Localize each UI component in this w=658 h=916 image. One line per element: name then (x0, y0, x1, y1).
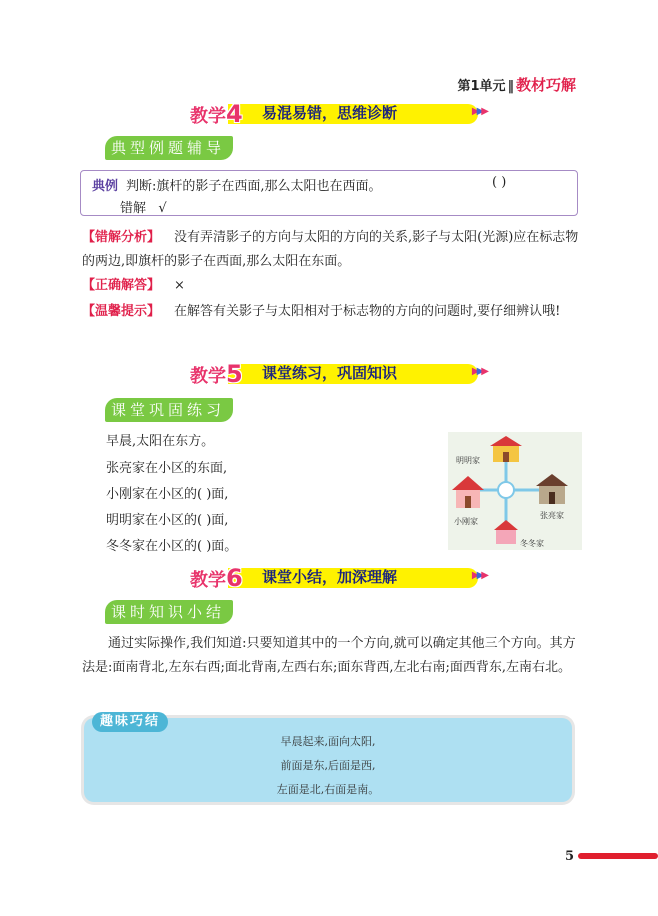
label-south: 冬冬家 (520, 539, 544, 548)
arrows-icon: ▶▶▶ (471, 570, 486, 581)
warm-tip-tag: 【温馨提示】 (82, 304, 161, 319)
error-analysis (82, 226, 582, 274)
subhead-typical-examples: 典型例题辅导 (105, 136, 233, 160)
subhead-lesson-summary: 课时知识小结 (105, 600, 233, 624)
label-east: 张亮家 (540, 511, 564, 520)
arrows-icon: ▶▶▶ (471, 106, 486, 117)
arrows-icon: ▶▶▶ (471, 366, 486, 377)
correct-answer-mark: × (174, 278, 185, 293)
banner-title: 课堂小结，加深理解 (262, 568, 398, 586)
example-question: 判断:旗杆的影子在西面,那么太阳也在西面。 (126, 179, 382, 194)
label-north: 明明家 (456, 456, 480, 465)
practice-line: 小刚家在小区的( )面, (106, 487, 229, 502)
error-analysis-tag: 【错解分析】 (82, 230, 161, 245)
section-banner-4 (190, 100, 486, 128)
warm-tip (82, 300, 582, 324)
correct-answer-tag: 【正确解答】 (82, 278, 161, 293)
error-analysis-text: 没有弄清影子的方向与太阳的方向的关系,影子与太阳(光源)应在标志物的两边,即旗杆的影子在西面,那么太阳在东面。 (82, 230, 579, 269)
practice-line: 早晨,太阳在东方。 (106, 434, 215, 449)
house-east-icon (536, 474, 568, 504)
banner-lead: 教学5 (190, 360, 243, 388)
label-west: 小刚家 (454, 517, 478, 526)
compass-cross-icon (448, 432, 582, 550)
practice-line: 张亮家在小区的东面, (106, 461, 228, 476)
answer-parentheses: ( ) (492, 175, 507, 190)
banner-title: 易混易错，思维诊断 (262, 104, 398, 122)
fun-line: 早晨起来,面向太阳, (280, 735, 376, 748)
header-separator: ‖ (507, 79, 514, 94)
banner-title: 课堂练习，巩固知识 (262, 364, 398, 382)
running-header (457, 74, 576, 95)
correct-answer (82, 274, 582, 298)
house-north-icon (490, 436, 522, 462)
practice-line: 明明家在小区的( )面, (106, 513, 229, 528)
unit-label: 第1单元 (457, 79, 506, 94)
wrong-answer-label: 错解 (120, 201, 147, 216)
fun-summary-tag: 趣味巧结 (92, 712, 168, 732)
example-question-line (92, 175, 382, 194)
fun-line: 左面是北,右面是南。 (276, 783, 380, 796)
section-label: 教材巧解 (515, 76, 576, 94)
practice-line: 冬冬家在小区的( )面。 (106, 539, 238, 554)
section-banner-5 (190, 360, 486, 388)
section-banner-6 (190, 564, 486, 592)
fun-line: 前面是东,后面是西, (280, 759, 376, 772)
page-number: 5 (565, 849, 575, 864)
subhead-class-practice: 课堂巩固练习 (105, 398, 233, 422)
house-south-icon (494, 520, 518, 544)
wrong-answer-mark: √ (158, 201, 167, 216)
banner-lead: 教学4 (190, 100, 243, 128)
warm-tip-text: 在解答有关影子与太阳相对于标志物的方向的问题时,要仔细辨认哦! (174, 304, 561, 319)
house-west-icon (452, 476, 484, 508)
page-number-bar (578, 853, 658, 859)
wrong-answer-line (120, 197, 167, 216)
example-tag: 典例 (92, 179, 119, 194)
banner-lead: 教学6 (190, 564, 243, 592)
neighborhood-map-illustration (448, 432, 582, 550)
summary-paragraph: 通过实际操作,我们知道:只要知道其中的一个方向,就可以确定其他三个方向。其方法是:面南背北,左东右西;面北背南,左西右东;面东背西,左北右南;面西背东,左南右北。 (82, 636, 576, 675)
